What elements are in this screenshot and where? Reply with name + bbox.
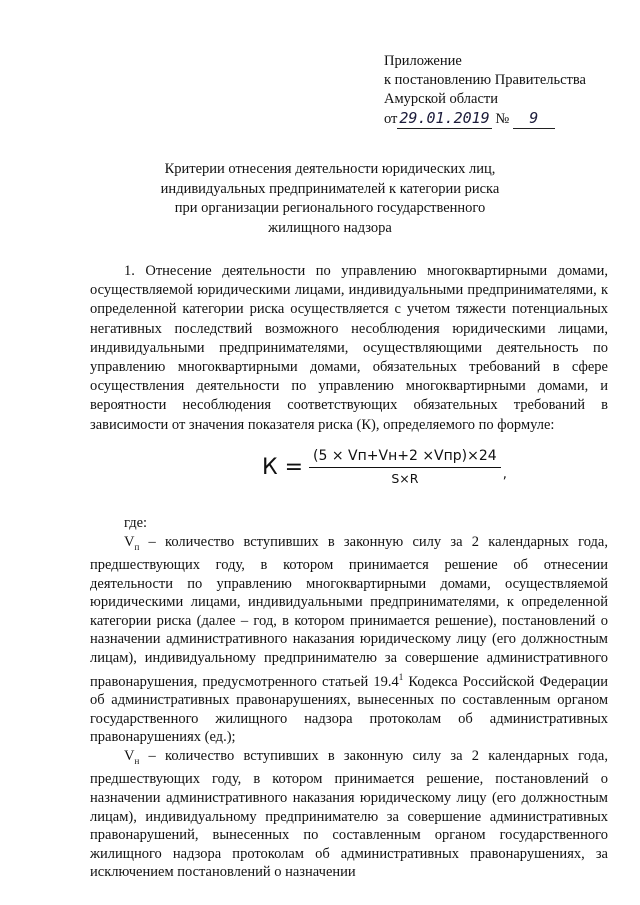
formula-denominator: S×R <box>391 471 419 486</box>
where-label: где: <box>124 515 148 531</box>
vp-superscript: 1 <box>398 671 404 682</box>
vp-text-1: – количество вступивших в законную силу за 2 календарных года, предшествующих году, в котором принимается решение об отнесении деятельности по управлению многоквартирными домами, осуществляемой юридическими лицами, индивидуальными предпринимателями, к определенной категории риска (далее – год, в котором принимается решение), постановлений о назначении административного наказания юридическому лицу (его должностным лицам), индивидуальному предпринимателю за совершение административного правонарушения, предусмотренного статьей 19.4 <box>90 533 608 690</box>
definitions <box>90 514 608 882</box>
definition-vn <box>90 747 608 882</box>
appendix-region: Амурской области <box>384 91 498 107</box>
appendix-resolution: к постановлению Правительства <box>384 72 586 88</box>
vn-text: – количество вступивших в законную силу за 2 календарных года, предшествующих году, в котором принимается решение, постановлений о назначении административного наказания юридическому лицу (его должностным лицам), индивидуальному предпринимателю за совершение административных правонарушений, вынесенных по составленным органом государственного жилищного надзора протоколам об административных правонарушениях, за исключением постановлений о назначении <box>90 747 608 881</box>
vp-symbol: V <box>124 533 135 550</box>
number-sign: № <box>495 111 510 127</box>
definition-vp <box>90 533 608 747</box>
handwritten-number: 9 <box>513 109 555 129</box>
date-prefix: от <box>384 111 398 127</box>
formula-comma: , <box>502 466 507 482</box>
handwritten-date: 29.01.2019 <box>399 109 490 127</box>
vn-symbol: V <box>124 747 135 764</box>
vn-subscript: н <box>134 755 140 766</box>
appendix-header <box>384 52 586 129</box>
formula-fraction <box>309 448 501 486</box>
title-line-3: при организации регионального государственного <box>174 200 486 216</box>
title-line-4: жилищного надзора <box>268 219 392 236</box>
vp-subscript: п <box>134 541 140 552</box>
title-line-2: индивидуальных предпринимателей к категории риска <box>160 180 500 197</box>
title-line-1: Критерии отнесения деятельности юридических лиц, <box>164 161 496 177</box>
main-text <box>90 262 608 435</box>
paragraph-1: 1. Отнесение деятельности по управлению многоквартирными домами, осуществляемой юридическими лицами, индивидуальными предпринимателями, к определенной категории риска осуществляется с учетом тяжести потенциальных негативных последствий возможного несоблюдения юридическими лицами, индивидуальными предпринимателями, осуществляющими деятельность по управлению многоквартирными домами, обязательных требований в сфере осуществления деятельности по управлению многоквартирными домами, и вероятности несоблюдения соответствующих обязательных требований в зависимости от значения показателя риска (К), определяемого по формуле: <box>90 263 608 433</box>
appendix-date-line <box>384 109 586 129</box>
risk-formula <box>262 448 507 486</box>
appendix-title: Приложение <box>384 53 462 69</box>
formula-numerator: (5 × Vп+Vн+2 ×Vпр)×24 <box>309 448 501 468</box>
formula-lhs: К = <box>262 454 304 480</box>
document-title <box>110 160 550 238</box>
vp-text-2: Кодекса Российской Федерации об административных правонарушениях, вынесенных по составленным органом государственного жилищного надзора протоколам об административных правонарушениях (ед.); <box>90 673 609 746</box>
